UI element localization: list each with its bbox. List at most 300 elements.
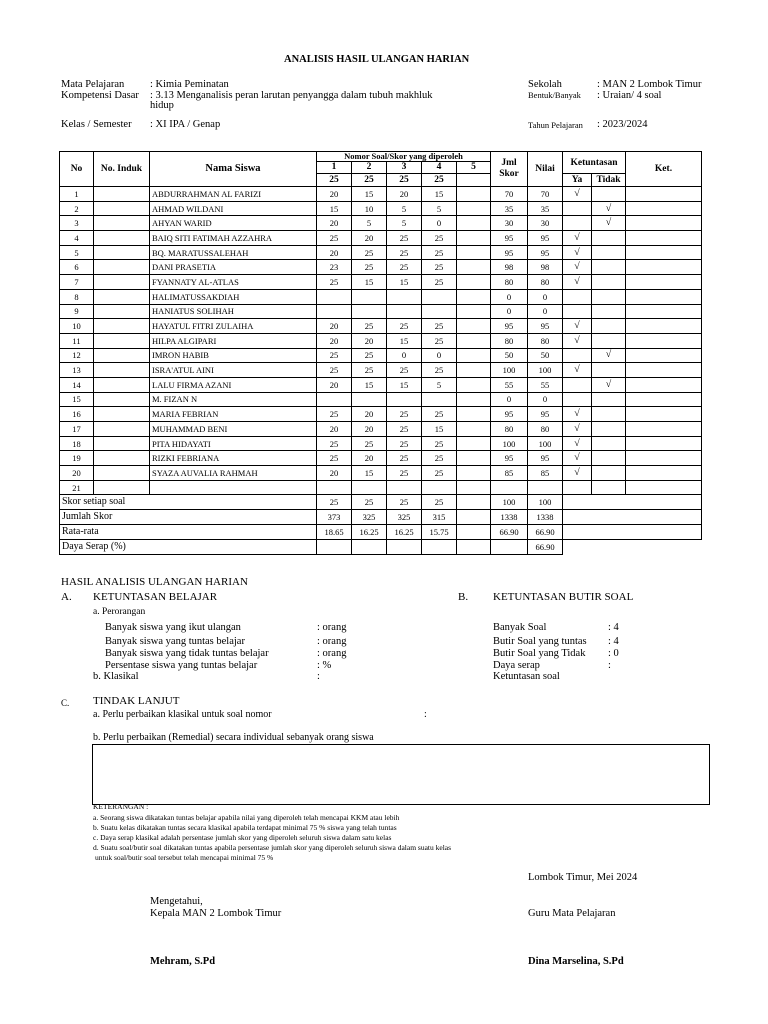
cell-ket (626, 319, 702, 334)
ketuntasan-belajar-value: : orang (317, 636, 347, 647)
cell-q3: 25 (387, 451, 422, 466)
cell-q5 (457, 377, 491, 392)
cell-jml-skor: 95 (491, 231, 528, 246)
cell-ket (626, 201, 702, 216)
cell-q1 (317, 480, 352, 495)
cell-nama: AHMAD WILDANI (150, 201, 317, 216)
cell-q5 (457, 187, 491, 202)
cell-nama: MARIA FEBRIAN (150, 407, 317, 422)
student-row (60, 289, 702, 304)
cell-q1: 20 (317, 333, 352, 348)
cell-nama: HILPA ALGIPARI (150, 333, 317, 348)
cell-q1: 20 (317, 377, 352, 392)
cell-no-induk (94, 377, 150, 392)
cell-no: 2 (60, 201, 94, 216)
cell-no: 21 (60, 480, 94, 495)
cell-no: 4 (60, 231, 94, 246)
header-jml: Jml (501, 158, 517, 168)
cell-jml-skor: 95 (491, 245, 528, 260)
tahun-label: Tahun Pelajaran (528, 120, 583, 130)
cell-nama: BQ. MARATUSSALEHAH (150, 245, 317, 260)
cell-jml-skor: 50 (491, 348, 528, 363)
summary-label: Daya Serap (%) (60, 540, 317, 555)
ketuntasan-belajar-label: Banyak siswa yang tuntas belajar (105, 636, 245, 647)
cell-tuntas-tidak: √ (592, 216, 626, 231)
summary-value: 18.65 (317, 525, 352, 540)
summary-value: 15.75 (422, 525, 457, 540)
summary-value (387, 540, 422, 555)
ketuntasan-belajar-value: : orang (317, 648, 347, 659)
student-row (60, 377, 702, 392)
cell-nama: M. FIZAN N (150, 392, 317, 407)
cell-jml-skor: 0 (491, 392, 528, 407)
cell-tuntas-ya: √ (563, 333, 592, 348)
cell-jml-skor: 35 (491, 201, 528, 216)
cell-no-induk (94, 480, 150, 495)
header-max-score-5 (457, 174, 491, 187)
student-row (60, 436, 702, 451)
cell-q1: 15 (317, 201, 352, 216)
header-ket: Ket. (626, 152, 702, 187)
cell-ket (626, 407, 702, 422)
summary-row (60, 495, 702, 510)
student-row (60, 231, 702, 246)
cell-q5 (457, 422, 491, 437)
cell-q1: 20 (317, 187, 352, 202)
cell-no-induk (94, 333, 150, 348)
cell-q5 (457, 466, 491, 481)
cell-tuntas-tidak (592, 363, 626, 378)
cell-nilai: 85 (528, 466, 563, 481)
cell-nama: IMRON HABIB (150, 348, 317, 363)
cell-no: 1 (60, 187, 94, 202)
cell-q1: 25 (317, 436, 352, 451)
cell-no-induk (94, 231, 150, 246)
cell-jml-skor: 100 (491, 363, 528, 378)
header-max-score-4: 25 (422, 174, 457, 187)
klasikal-value: : (317, 671, 320, 682)
cell-no: 17 (60, 422, 94, 437)
student-row (60, 187, 702, 202)
cell-tuntas-ya (563, 201, 592, 216)
section-a-title: KETUNTASAN BELAJAR (93, 591, 218, 603)
keterangan-line: d. Suatu soal/butir soal dikatakan tuntas apabila persentase jumlah skor yang diperoleh seluruh siswa dalam suatu kelas (93, 843, 452, 852)
cell-jml-skor: 95 (491, 319, 528, 334)
cell-tuntas-tidak (592, 319, 626, 334)
cell-no-induk (94, 407, 150, 422)
cell-q1 (317, 304, 352, 319)
ketuntasan-belajar-label: Banyak siswa yang tidak tuntas belajar (105, 648, 269, 659)
summary-row (60, 525, 702, 540)
cell-nilai: 0 (528, 304, 563, 319)
cell-q5 (457, 407, 491, 422)
cell-jml-skor: 0 (491, 304, 528, 319)
cell-q1: 20 (317, 422, 352, 437)
cell-q2 (352, 289, 387, 304)
header-skor: Skor (499, 169, 519, 179)
summary-value: 25 (352, 495, 387, 510)
header-no-induk: No. Induk (94, 152, 150, 187)
cell-tuntas-ya: √ (563, 436, 592, 451)
cell-nilai: 80 (528, 422, 563, 437)
cell-q5 (457, 231, 491, 246)
header-ketuntasan: Ketuntasan (563, 152, 626, 174)
cell-jml-skor: 98 (491, 260, 528, 275)
summary-value: 16.25 (387, 525, 422, 540)
summary-label: Jumlah Skor (60, 510, 317, 525)
cell-q3: 15 (387, 333, 422, 348)
cell-tuntas-ya: √ (563, 187, 592, 202)
cell-q2: 25 (352, 260, 387, 275)
cell-q2: 15 (352, 187, 387, 202)
cell-q4 (422, 289, 457, 304)
cell-q1: 23 (317, 260, 352, 275)
student-row (60, 304, 702, 319)
butir-soal-label: Butir Soal yang Tidak (493, 648, 586, 659)
cell-tuntas-tidak (592, 407, 626, 422)
cell-q2: 20 (352, 422, 387, 437)
cell-q4: 25 (422, 245, 457, 260)
cell-nilai: 50 (528, 348, 563, 363)
cell-q4: 25 (422, 363, 457, 378)
header-nomor-soal: Nomor Soal/Skor yang diperoleh (317, 152, 491, 162)
keterangan-title: KETERANGAN : (93, 802, 149, 811)
score-table (59, 151, 702, 555)
student-row (60, 201, 702, 216)
cell-q1: 25 (317, 348, 352, 363)
summary-value (457, 525, 491, 540)
butir-soal-value: : (608, 660, 611, 671)
cell-tuntas-tidak (592, 422, 626, 437)
student-row (60, 480, 702, 495)
cell-no-induk (94, 289, 150, 304)
cell-no: 15 (60, 392, 94, 407)
cell-q2: 20 (352, 333, 387, 348)
cell-q1 (317, 392, 352, 407)
kd-value-line1: : 3.13 Menganalisis peran larutan penyangga dalam tubuh makhluk (150, 90, 433, 101)
cell-q3: 25 (387, 422, 422, 437)
butir-soal-value: : 4 (608, 622, 619, 633)
cell-no: 8 (60, 289, 94, 304)
cell-nama: AHYAN WARID (150, 216, 317, 231)
student-row (60, 216, 702, 231)
bentuk-value: : Uraian/ 4 soal (597, 90, 662, 101)
cell-q4: 15 (422, 422, 457, 437)
cell-q2: 10 (352, 201, 387, 216)
document-title: ANALISIS HASIL ULANGAN HARIAN (284, 54, 470, 65)
cell-q4: 0 (422, 348, 457, 363)
kepala-title: Kepala MAN 2 Lombok Timur (150, 908, 282, 919)
cell-q3 (387, 392, 422, 407)
cell-q5 (457, 289, 491, 304)
cell-jml-skor (491, 480, 528, 495)
header-no: No (60, 152, 94, 187)
kd-label: Kompetensi Dasar (61, 90, 139, 101)
cell-no: 14 (60, 377, 94, 392)
header-tidak: Tidak (592, 174, 626, 187)
cell-no: 5 (60, 245, 94, 260)
cell-q3: 25 (387, 245, 422, 260)
guru-name: Dina Marselina, S.Pd (528, 956, 624, 967)
cell-jml-skor: 95 (491, 451, 528, 466)
cell-tuntas-ya (563, 289, 592, 304)
cell-q3: 25 (387, 466, 422, 481)
cell-q2: 20 (352, 451, 387, 466)
guru-title: Guru Mata Pelajaran (528, 908, 616, 919)
butir-soal-label: Ketuntasan soal (493, 671, 560, 682)
header-nama-siswa: Nama Siswa (150, 152, 317, 187)
cell-q2: 20 (352, 231, 387, 246)
cell-q3: 20 (387, 187, 422, 202)
summary-row (60, 510, 702, 525)
sekolah-value: : MAN 2 Lombok Timur (597, 79, 702, 90)
cell-q2: 15 (352, 377, 387, 392)
summary-value (317, 540, 352, 555)
cell-no-induk (94, 245, 150, 260)
cell-tuntas-ya (563, 216, 592, 231)
cell-q1 (317, 289, 352, 304)
cell-tuntas-ya: √ (563, 260, 592, 275)
summary-value: 100 (491, 495, 528, 510)
cell-tuntas-ya (563, 348, 592, 363)
header-max-score-1: 25 (317, 174, 352, 187)
header-max-score-3: 25 (387, 174, 422, 187)
kelas-label: Kelas / Semester (61, 119, 132, 130)
cell-tuntas-ya: √ (563, 407, 592, 422)
cell-nilai: 95 (528, 231, 563, 246)
cell-jml-skor: 80 (491, 275, 528, 290)
cell-q4: 25 (422, 451, 457, 466)
cell-no: 20 (60, 466, 94, 481)
cell-jml-skor: 100 (491, 436, 528, 451)
keterangan-line: untuk soal/butir soal tersebut telah mencapai minimal 75 % (95, 853, 274, 862)
tindak-lanjut-a-colon: : (424, 709, 427, 720)
cell-nama: ISRA'ATUL AINI (150, 363, 317, 378)
cell-tuntas-ya: √ (563, 451, 592, 466)
cell-q4: 25 (422, 436, 457, 451)
cell-q2 (352, 392, 387, 407)
cell-no-induk (94, 187, 150, 202)
klasikal-label: b. Klasikal (93, 671, 139, 682)
student-row (60, 275, 702, 290)
cell-tuntas-ya: √ (563, 466, 592, 481)
cell-ket (626, 480, 702, 495)
cell-no-induk (94, 363, 150, 378)
cell-tuntas-ya: √ (563, 275, 592, 290)
cell-q2: 20 (352, 407, 387, 422)
header-question-3: 3 (387, 162, 422, 174)
cell-ket (626, 304, 702, 319)
cell-q3 (387, 289, 422, 304)
cell-q4: 5 (422, 201, 457, 216)
summary-value: 66.90 (528, 540, 563, 555)
cell-q4: 25 (422, 275, 457, 290)
cell-q3: 25 (387, 436, 422, 451)
cell-nama: DANI PRASETIA (150, 260, 317, 275)
cell-q5 (457, 245, 491, 260)
cell-nama: MUHAMMAD BENI (150, 422, 317, 437)
remedial-box (92, 744, 710, 805)
cell-nilai: 0 (528, 392, 563, 407)
cell-tuntas-tidak (592, 260, 626, 275)
section-a-letter: A. (61, 591, 72, 603)
summary-value: 25 (317, 495, 352, 510)
summary-value: 373 (317, 510, 352, 525)
section-b-title: KETUNTASAN BUTIR SOAL (493, 591, 634, 603)
cell-nilai: 80 (528, 275, 563, 290)
student-row (60, 466, 702, 481)
cell-ket (626, 231, 702, 246)
cell-ket (626, 377, 702, 392)
cell-no-induk (94, 304, 150, 319)
cell-q4 (422, 304, 457, 319)
cell-q2: 15 (352, 466, 387, 481)
cell-q5 (457, 436, 491, 451)
cell-ket (626, 187, 702, 202)
summary-value: 315 (422, 510, 457, 525)
cell-q4: 25 (422, 407, 457, 422)
mapel-label: Mata Pelajaran (61, 79, 125, 90)
summary-value (352, 540, 387, 555)
cell-q2: 25 (352, 436, 387, 451)
summary-empty (563, 540, 702, 555)
butir-soal-label: Butir Soal yang tuntas (493, 636, 587, 647)
mengetahui-label: Mengetahui, (150, 896, 203, 907)
cell-q2: 5 (352, 216, 387, 231)
cell-nama: ABDURRAHMAN AL FARIZI (150, 187, 317, 202)
summary-value: 66.90 (491, 525, 528, 540)
cell-nama: LALU FIRMA AZANI (150, 377, 317, 392)
student-row (60, 451, 702, 466)
cell-q5 (457, 392, 491, 407)
cell-q4: 25 (422, 319, 457, 334)
cell-q5 (457, 260, 491, 275)
section-c-title: TINDAK LANJUT (93, 695, 180, 707)
cell-jml-skor: 0 (491, 289, 528, 304)
cell-nama: HAYATUL FITRI ZULAIHA (150, 319, 317, 334)
cell-q3: 25 (387, 407, 422, 422)
cell-q2 (352, 480, 387, 495)
cell-tuntas-tidak: √ (592, 377, 626, 392)
cell-no-induk (94, 260, 150, 275)
keterangan-line: b. Suatu kelas dikatakan tuntas secara klasikal apabila terdapat minimal 75 % siswa yang telah tuntas (93, 823, 397, 832)
sekolah-label: Sekolah (528, 79, 562, 90)
cell-q5 (457, 451, 491, 466)
cell-tuntas-tidak (592, 289, 626, 304)
student-row (60, 407, 702, 422)
cell-jml-skor: 85 (491, 466, 528, 481)
cell-q5 (457, 363, 491, 378)
header-question-2: 2 (352, 162, 387, 174)
cell-tuntas-tidak (592, 187, 626, 202)
cell-no: 9 (60, 304, 94, 319)
cell-q4 (422, 480, 457, 495)
cell-no-induk (94, 319, 150, 334)
cell-nilai: 55 (528, 377, 563, 392)
tindak-lanjut-b: b. Perlu perbaikan (Remedial) secara individual sebanyak orang siswa (93, 732, 374, 743)
kd-value-line2: hidup (150, 100, 174, 111)
cell-ket (626, 466, 702, 481)
cell-q5 (457, 201, 491, 216)
cell-no: 11 (60, 333, 94, 348)
cell-q5 (457, 333, 491, 348)
cell-jml-skor: 95 (491, 407, 528, 422)
butir-soal-label: Banyak Soal (493, 622, 547, 633)
cell-q3: 5 (387, 216, 422, 231)
cell-tuntas-tidak (592, 304, 626, 319)
cell-ket (626, 289, 702, 304)
cell-no-induk (94, 451, 150, 466)
cell-q1: 25 (317, 275, 352, 290)
cell-ket (626, 392, 702, 407)
cell-no: 16 (60, 407, 94, 422)
cell-ket (626, 333, 702, 348)
cell-q4: 25 (422, 260, 457, 275)
header-question-4: 4 (422, 162, 457, 174)
summary-value (491, 540, 528, 555)
ketuntasan-belajar-label: Persentase siswa yang tuntas belajar (105, 660, 258, 671)
cell-q4: 15 (422, 187, 457, 202)
cell-q2: 25 (352, 348, 387, 363)
cell-tuntas-ya: √ (563, 231, 592, 246)
cell-q3: 15 (387, 275, 422, 290)
header-question-1: 1 (317, 162, 352, 174)
summary-value: 66.90 (528, 525, 563, 540)
cell-ket (626, 422, 702, 437)
summary-row (60, 540, 702, 555)
cell-q3: 25 (387, 231, 422, 246)
cell-nilai: 98 (528, 260, 563, 275)
cell-q2: 15 (352, 275, 387, 290)
header-nilai: Nilai (528, 152, 563, 187)
cell-tuntas-ya (563, 304, 592, 319)
cell-q3: 25 (387, 363, 422, 378)
cell-ket (626, 245, 702, 260)
cell-q2: 25 (352, 363, 387, 378)
tahun-value: : 2023/2024 (597, 119, 648, 130)
cell-tuntas-tidak: √ (592, 348, 626, 363)
cell-q4: 25 (422, 333, 457, 348)
cell-q1: 20 (317, 216, 352, 231)
cell-tuntas-tidak (592, 480, 626, 495)
cell-jml-skor: 70 (491, 187, 528, 202)
summary-value: 1338 (528, 510, 563, 525)
ketuntasan-belajar-value: : orang (317, 622, 347, 633)
header-question-5: 5 (457, 162, 491, 174)
cell-q5 (457, 480, 491, 495)
summary-value: 16.25 (352, 525, 387, 540)
cell-tuntas-ya (563, 392, 592, 407)
cell-no-induk (94, 216, 150, 231)
cell-q5 (457, 304, 491, 319)
cell-tuntas-ya (563, 480, 592, 495)
cell-nilai (528, 480, 563, 495)
cell-q3 (387, 304, 422, 319)
cell-ket (626, 260, 702, 275)
cell-tuntas-tidak (592, 451, 626, 466)
cell-tuntas-tidak (592, 333, 626, 348)
cell-nama: BAIQ SITI FATIMAH AZZAHRA (150, 231, 317, 246)
analysis-heading: HASIL ANALISIS ULANGAN HARIAN (61, 576, 248, 588)
cell-tuntas-ya (563, 377, 592, 392)
cell-ket (626, 348, 702, 363)
student-row (60, 245, 702, 260)
cell-ket (626, 451, 702, 466)
summary-value: 25 (387, 495, 422, 510)
cell-q1: 25 (317, 407, 352, 422)
cell-nilai: 95 (528, 407, 563, 422)
cell-nilai: 100 (528, 436, 563, 451)
